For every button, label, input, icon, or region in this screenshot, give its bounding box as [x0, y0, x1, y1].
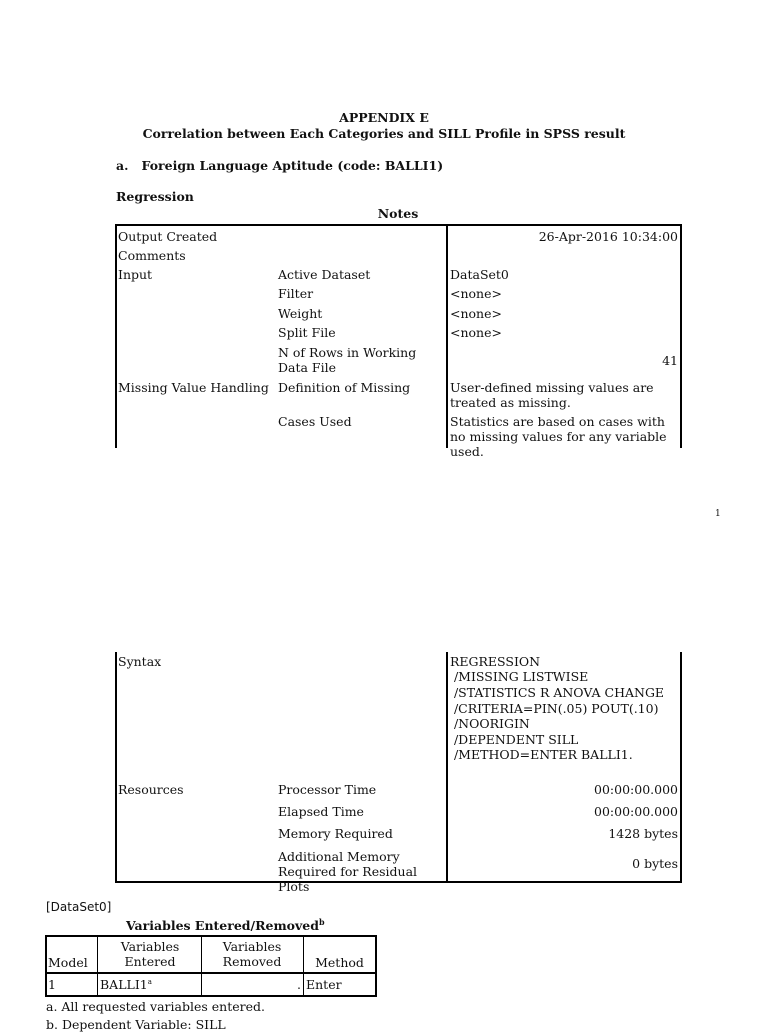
- syntax-label: Syntax: [118, 654, 162, 669]
- filter-label: Filter: [278, 286, 314, 301]
- split-file-label: Split File: [278, 325, 336, 340]
- row-entered: [100, 977, 152, 992]
- split-file-value: <none>: [450, 325, 502, 340]
- syntax-line: /STATISTICS R ANOVA CHANGE: [450, 685, 665, 700]
- processor-time-value: 00:00:00.000: [594, 782, 678, 797]
- filter-value: <none>: [450, 286, 502, 301]
- output-created-label: Output Created: [118, 229, 218, 244]
- n-rows-value: 41: [662, 353, 678, 368]
- active-dataset-value: DataSet0: [450, 267, 509, 282]
- processor-time-label: Processor Time: [278, 782, 377, 797]
- page-number: 1: [715, 509, 721, 519]
- notes-title: Notes: [377, 206, 419, 221]
- syntax-line: /CRITERIA=PIN(.05) POUT(.10): [450, 701, 659, 716]
- dataset-tag: [DataSet0]: [46, 900, 112, 914]
- appendix-title: APPENDIX E: [339, 110, 429, 125]
- elapsed-time-label: Elapsed Time: [278, 804, 364, 819]
- definition-of-missing-label: Definition of Missing: [278, 380, 411, 395]
- memory-required-label: Memory Required: [278, 826, 393, 841]
- header-method: Method: [315, 955, 364, 970]
- weight-label: Weight: [278, 306, 323, 321]
- n-rows-label: N of Rows in Working Data File: [278, 345, 417, 375]
- row-model: 1: [48, 977, 56, 992]
- comments-label: Comments: [118, 248, 186, 263]
- additional-memory-label: Additional Memory Required for Residual Plots: [278, 849, 418, 894]
- syntax-line: REGRESSION: [450, 654, 541, 669]
- variables-table-title-sup: b: [318, 917, 325, 927]
- weight-value: <none>: [450, 306, 502, 321]
- header-variables-removed: Variables Removed: [222, 939, 282, 969]
- appendix-subtitle: Correlation between Each Categories and SILL Profile in SPSS result: [142, 126, 626, 141]
- footnote-b: b. Dependent Variable: SILL: [46, 1017, 226, 1032]
- header-model: Model: [48, 955, 88, 970]
- cases-used-label: Cases Used: [278, 414, 352, 429]
- row-removed: .: [297, 977, 301, 992]
- syntax-line: /DEPENDENT SILL: [450, 732, 579, 747]
- resources-label: Resources: [118, 782, 184, 797]
- section-heading: a. Foreign Language Aptitude (code: BALLI1): [116, 158, 444, 173]
- elapsed-time-value: 00:00:00.000: [594, 804, 678, 819]
- row-entered-text: BALLI1: [100, 977, 148, 992]
- missing-value-handling-label: Missing Value Handling: [118, 380, 269, 395]
- cases-used-value: Statistics are based on cases with no missing values for any variable used.: [450, 414, 667, 459]
- footnote-a: a. All requested variables entered.: [46, 999, 265, 1014]
- regression-heading: Regression: [116, 189, 194, 204]
- syntax-line: /MISSING LISTWISE: [450, 669, 589, 684]
- input-label: Input: [118, 267, 153, 282]
- definition-of-missing-value: User-defined missing values are treated as missing.: [450, 380, 654, 410]
- memory-required-value: 1428 bytes: [608, 826, 678, 841]
- active-dataset-label: Active Dataset: [278, 267, 371, 282]
- additional-memory-value: 0 bytes: [632, 856, 678, 871]
- syntax-line: /NOORIGIN: [450, 716, 530, 731]
- row-method: Enter: [306, 977, 342, 992]
- variables-table-title: [126, 917, 325, 933]
- output-created-value: 26-Apr-2016 10:34:00: [538, 229, 678, 244]
- header-variables-entered: Variables Entered: [120, 939, 180, 969]
- syntax-line: /METHOD=ENTER BALLI1.: [450, 747, 633, 762]
- row-entered-sup: a: [147, 977, 152, 986]
- variables-table-title-text: Variables Entered/Removed: [126, 918, 319, 934]
